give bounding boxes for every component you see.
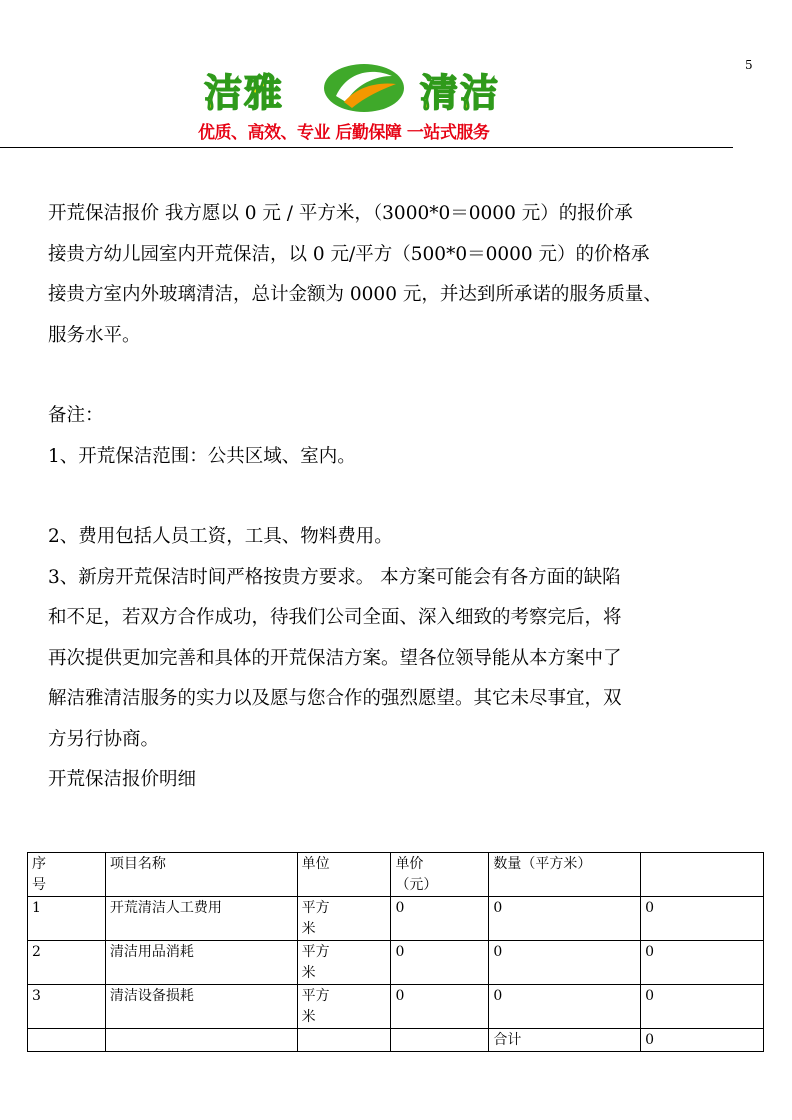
logo-brand-left: 洁雅 bbox=[204, 71, 285, 115]
page-number: 5 bbox=[745, 58, 753, 72]
table-row bbox=[28, 941, 764, 985]
table-cell: 平方 米 bbox=[297, 941, 391, 985]
table-cell: 0 bbox=[641, 897, 764, 941]
note-line-6: 方另行协商。 bbox=[48, 728, 160, 750]
table-cell: 0 bbox=[641, 941, 764, 985]
table-row bbox=[28, 897, 764, 941]
table-cell: 0 bbox=[391, 941, 489, 985]
table-cell: 开荒清洁人工费用 bbox=[105, 897, 297, 941]
table-cell: 清洁设备损耗 bbox=[105, 985, 297, 1029]
table-cell bbox=[28, 1029, 106, 1052]
table-cell: 0 bbox=[489, 941, 641, 985]
detail-title: 开荒保洁报价明细 bbox=[48, 769, 197, 790]
table-cell: 1 bbox=[28, 897, 106, 941]
table-cell: 平方 米 bbox=[297, 897, 391, 941]
leaf-logo-icon bbox=[322, 62, 406, 114]
quote-line-4: 服务水平。 bbox=[48, 324, 141, 346]
total-value: 0 bbox=[641, 1029, 764, 1052]
price-detail-table bbox=[27, 852, 764, 1052]
header-cell: 项目名称 bbox=[105, 853, 297, 897]
header-cell: 序 号 bbox=[28, 853, 106, 897]
quote-line-2: 接贵方幼儿园室内开荒保洁，以 0 元/平方（500*0＝0000 元）的价格承 bbox=[48, 243, 650, 265]
quote-line-3: 接贵方室内外玻璃清洁，总计金额为 0000 元，并达到所承诺的服务质量、 bbox=[48, 284, 662, 305]
table-header-row bbox=[28, 853, 764, 897]
company-logo bbox=[198, 60, 538, 144]
table-cell: 3 bbox=[28, 985, 106, 1029]
table-cell: 0 bbox=[641, 985, 764, 1029]
table-cell: 0 bbox=[391, 897, 489, 941]
logo-slogan: 优质、高效、专业 后勤保障 一站式服务 bbox=[198, 123, 490, 143]
note-line-1: 2、费用包括人员工资，工具、物料费用。 bbox=[48, 526, 393, 547]
document-body bbox=[48, 194, 748, 801]
table-cell: 清洁用品消耗 bbox=[105, 941, 297, 985]
table-cell: 2 bbox=[28, 941, 106, 985]
table-row bbox=[28, 985, 764, 1029]
note-line-4: 再次提供更加完善和具体的开荒保洁方案。望各位领导能从本方案中了 bbox=[48, 647, 622, 669]
note-line-5: 解洁雅清洁服务的实力以及愿与您合作的强烈愿望。其它未尽事宜，双 bbox=[48, 688, 622, 709]
table-cell bbox=[105, 1029, 297, 1052]
table-cell: 0 bbox=[391, 985, 489, 1029]
table-cell: 0 bbox=[489, 897, 641, 941]
table-cell: 平方 米 bbox=[297, 985, 391, 1029]
table-cell bbox=[391, 1029, 489, 1052]
table-cell: 0 bbox=[489, 985, 641, 1029]
total-label: 合计 bbox=[489, 1029, 641, 1052]
table-total-row bbox=[28, 1029, 764, 1052]
quote-line-1: 开荒保洁报价 我方愿以 0 元 / 平方米，（3000*0＝0000 元）的报价承 bbox=[48, 203, 633, 224]
header-divider bbox=[0, 147, 733, 148]
header-cell: 单价 （元） bbox=[391, 853, 489, 897]
header-cell bbox=[641, 853, 764, 897]
note-line-2: 3、新房开荒保洁时间严格按贵方要求。 本方案可能会有各方面的缺陷 bbox=[48, 566, 621, 588]
logo-brand-right: 清洁 bbox=[420, 71, 501, 115]
table-cell bbox=[297, 1029, 391, 1052]
note-line-3: 和不足，若双方合作成功，待我们公司全面、深入细致的考察完后，将 bbox=[48, 607, 622, 628]
header-cell: 单位 bbox=[297, 853, 391, 897]
notes-heading: 备注： bbox=[48, 405, 104, 426]
header-cell: 数量（平方米） bbox=[489, 853, 641, 897]
note-1: 1、开荒保洁范围：公共区域、室内。 bbox=[48, 445, 356, 467]
